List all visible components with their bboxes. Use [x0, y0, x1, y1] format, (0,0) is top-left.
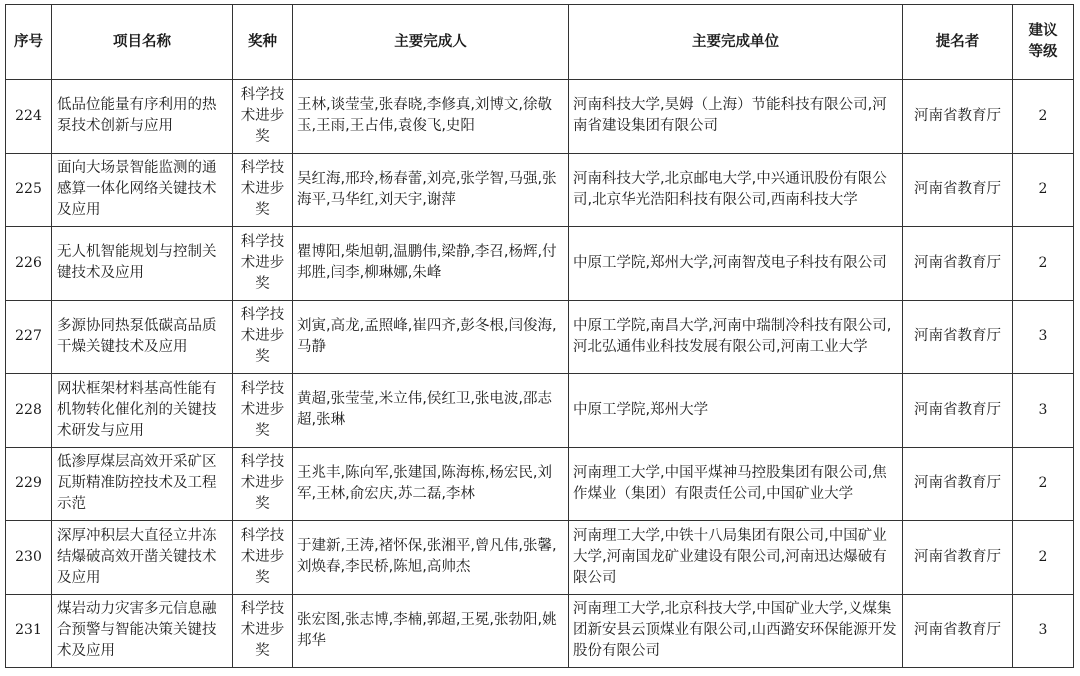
cell-units: 中原工学院,郑州大学: [569, 374, 903, 448]
cell-people: 王兆丰,陈向军,张建国,陈海栋,杨宏民,刘军,王林,俞宏庆,苏二磊,李林: [293, 447, 569, 521]
cell-people: 于建新,王涛,褚怀保,张湘平,曾凡伟,张馨,刘焕春,李民桥,陈旭,高帅杰: [293, 521, 569, 595]
cell-name: 无人机智能规划与控制关键技术及应用: [52, 227, 233, 301]
cell-level: 3: [1013, 594, 1074, 668]
cell-num: 225: [6, 153, 52, 227]
cell-units: 河南理工大学,中国平煤神马控股集团有限公司,焦作煤业（集团）有限责任公司,中国矿业大学: [569, 447, 903, 521]
cell-level: 3: [1013, 300, 1074, 374]
cell-level: 3: [1013, 374, 1074, 448]
cell-nominator: 河南省教育厅: [903, 80, 1013, 154]
header-nominator: 提名者: [903, 5, 1013, 80]
table-row: [6, 80, 1074, 154]
header-level: 建议等级: [1013, 5, 1074, 80]
table-row: [6, 374, 1074, 448]
cell-units: 河南科技大学,昊姆（上海）节能科技有限公司,河南省建设集团有限公司: [569, 80, 903, 154]
cell-type: 科学技术进步奖: [233, 227, 293, 301]
cell-level: 2: [1013, 521, 1074, 595]
cell-people: 吴红海,邢玲,杨春蕾,刘亮,张学智,马强,张海平,马华红,刘天宇,谢萍: [293, 153, 569, 227]
table-row: [6, 594, 1074, 668]
cell-units: 河南理工大学,北京科技大学,中国矿业大学,义煤集团新安县云顶煤业有限公司,山西潞安环保能源开发股份有限公司: [569, 594, 903, 668]
cell-name: 低渗厚煤层高效开采矿区瓦斯精准防控技术及工程示范: [52, 447, 233, 521]
cell-people: 张宏图,张志博,李楠,郭超,王冕,张勃阳,姚邦华: [293, 594, 569, 668]
cell-type: 科学技术进步奖: [233, 153, 293, 227]
cell-type: 科学技术进步奖: [233, 447, 293, 521]
cell-units: 中原工学院,南昌大学,河南中瑞制冷科技有限公司,河北弘通伟业科技发展有限公司,河南工业大学: [569, 300, 903, 374]
header-row: [6, 5, 1074, 80]
header-num: 序号: [6, 5, 52, 80]
cell-type: 科学技术进步奖: [233, 374, 293, 448]
header-type: 奖种: [233, 5, 293, 80]
cell-name: 网状框架材料基高性能有机物转化催化剂的关键技术研发与应用: [52, 374, 233, 448]
cell-units: 中原工学院,郑州大学,河南智茂电子科技有限公司: [569, 227, 903, 301]
header-people: 主要完成人: [293, 5, 569, 80]
header-units: 主要完成单位: [569, 5, 903, 80]
cell-num: 229: [6, 447, 52, 521]
table-row: [6, 153, 1074, 227]
cell-nominator: 河南省教育厅: [903, 594, 1013, 668]
table-row: [6, 447, 1074, 521]
cell-level: 2: [1013, 153, 1074, 227]
cell-num: 226: [6, 227, 52, 301]
cell-people: 瞿博阳,柴旭朝,温鹏伟,梁静,李召,杨辉,付邦胜,闫李,柳琳娜,朱峰: [293, 227, 569, 301]
cell-nominator: 河南省教育厅: [903, 227, 1013, 301]
cell-units: 河南理工大学,中铁十八局集团有限公司,中国矿业大学,河南国龙矿业建设有限公司,河南迅达爆破有限公司: [569, 521, 903, 595]
cell-level: 2: [1013, 80, 1074, 154]
cell-nominator: 河南省教育厅: [903, 447, 1013, 521]
cell-name: 深厚冲积层大直径立井冻结爆破高效开凿关键技术及应用: [52, 521, 233, 595]
cell-num: 230: [6, 521, 52, 595]
table-row: [6, 300, 1074, 374]
cell-num: 231: [6, 594, 52, 668]
cell-type: 科学技术进步奖: [233, 300, 293, 374]
cell-nominator: 河南省教育厅: [903, 521, 1013, 595]
cell-people: 刘寅,高龙,孟照峰,崔四齐,彭冬根,闫俊海,马静: [293, 300, 569, 374]
table-row: [6, 521, 1074, 595]
cell-name: 低品位能量有序利用的热泵技术创新与应用: [52, 80, 233, 154]
cell-num: 228: [6, 374, 52, 448]
cell-name: 多源协同热泵低碳高品质干燥关键技术及应用: [52, 300, 233, 374]
cell-level: 2: [1013, 447, 1074, 521]
table-row: [6, 227, 1074, 301]
cell-type: 科学技术进步奖: [233, 594, 293, 668]
cell-nominator: 河南省教育厅: [903, 300, 1013, 374]
cell-people: 王林,谈莹莹,张春晓,李修真,刘博文,徐敬玉,王雨,王占伟,袁俊飞,史阳: [293, 80, 569, 154]
cell-level: 2: [1013, 227, 1074, 301]
header-name: 项目名称: [52, 5, 233, 80]
cell-nominator: 河南省教育厅: [903, 153, 1013, 227]
cell-name: 面向大场景智能监测的通感算一体化网络关键技术及应用: [52, 153, 233, 227]
cell-type: 科学技术进步奖: [233, 521, 293, 595]
cell-name: 煤岩动力灾害多元信息融合预警与智能决策关键技术及应用: [52, 594, 233, 668]
cell-num: 224: [6, 80, 52, 154]
award-table: [5, 4, 1074, 668]
cell-type: 科学技术进步奖: [233, 80, 293, 154]
cell-units: 河南科技大学,北京邮电大学,中兴通讯股份有限公司,北京华光浩阳科技有限公司,西南科技大学: [569, 153, 903, 227]
cell-nominator: 河南省教育厅: [903, 374, 1013, 448]
cell-people: 黄超,张莹莹,米立伟,侯红卫,张电波,邵志超,张琳: [293, 374, 569, 448]
cell-num: 227: [6, 300, 52, 374]
